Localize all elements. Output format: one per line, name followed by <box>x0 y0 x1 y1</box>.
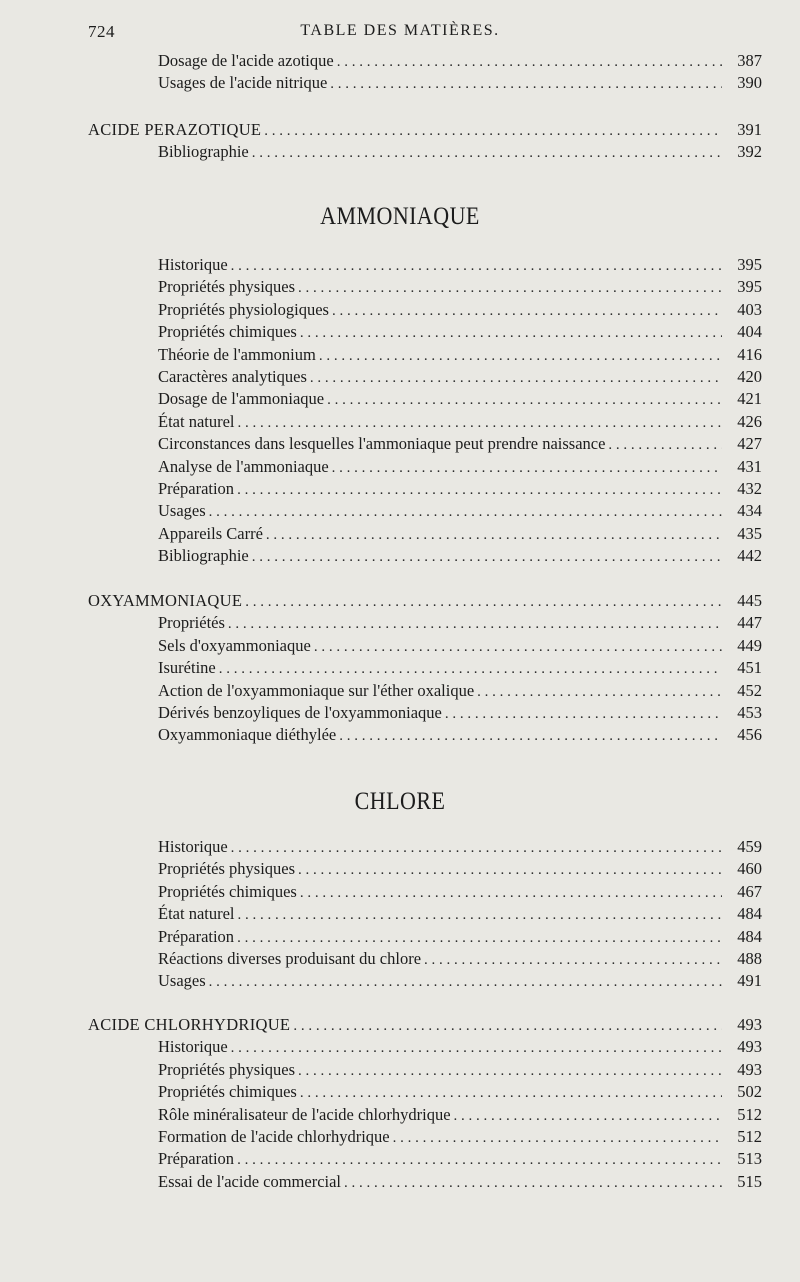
toc-entry: Préparation . . . 484 <box>0 926 800 948</box>
toc-entry: Isurétine . . . 451 <box>0 657 800 679</box>
page-header <box>0 22 800 46</box>
toc-entry: État naturel . . . 484 <box>0 903 800 925</box>
toc-entry: Usages de l'acide nitrique . . . 390 <box>0 72 800 94</box>
toc-entry: Propriétés physiologiques . . . 403 <box>0 299 800 321</box>
toc-entry: Historique . . . 395 <box>0 254 800 276</box>
toc-section-entry: ACIDE PERAZOTIQUE . . . 391 <box>0 119 800 141</box>
toc-block-chlore <box>0 836 800 993</box>
toc-entry: Dérivés benzoyliques de l'oxyammoniaque . . . 453 <box>0 702 800 724</box>
toc-entry: Préparation . . . 513 <box>0 1148 800 1170</box>
toc-entry: Propriétés chimiques . . . 404 <box>0 321 800 343</box>
toc-section-entry: ACIDE CHLORHYDRIQUE . . . 493 <box>0 1014 800 1036</box>
toc-entry: Préparation . . . 432 <box>0 478 800 500</box>
toc-entry: Action de l'oxyammoniaque sur l'éther oxalique . . . 452 <box>0 680 800 702</box>
toc-entry: Caractères analytiques . . . 420 <box>0 366 800 388</box>
toc-block-perazotique <box>0 119 800 164</box>
toc-entry: Propriétés physiques . . . 460 <box>0 858 800 880</box>
page-number: 724 <box>88 22 115 41</box>
toc-entry: Théorie de l'ammonium . . . 416 <box>0 344 800 366</box>
toc-entry: Formation de l'acide chlorhydrique . . . 512 <box>0 1126 800 1148</box>
toc-entry: Circonstances dans lesquelles l'ammoniaque peut prendre naissance . . . 427 <box>0 433 800 455</box>
toc-block-azotique <box>0 50 800 95</box>
toc-entry: Dosage de l'acide azotique . . . 387 <box>0 50 800 72</box>
toc-entry: Propriétés . . . 447 <box>0 612 800 634</box>
toc-entry: Bibliographie . . . 442 <box>0 545 800 567</box>
toc-entry: Usages . . . 491 <box>0 970 800 992</box>
section-heading-ammoniaque: AMMONIAQUE <box>320 203 480 230</box>
toc-entry: Rôle minéralisateur de l'acide chlorhydrique . . . 512 <box>0 1104 800 1126</box>
section-heading-chlore: CHLORE <box>354 788 446 815</box>
toc-block-oxyammoniaque <box>0 590 800 747</box>
toc-entry: Propriétés chimiques . . . 467 <box>0 881 800 903</box>
toc-entry: Réactions diverses produisant du chlore . . . 488 <box>0 948 800 970</box>
toc-entry: Historique . . . 459 <box>0 836 800 858</box>
running-title: TABLE DES MATIÈRES. <box>300 22 500 39</box>
toc-block-ammoniaque <box>0 254 800 567</box>
toc-entry: Propriétés chimiques . . . 502 <box>0 1081 800 1103</box>
toc-entry: Dosage de l'ammoniaque . . . 421 <box>0 388 800 410</box>
toc-entry: Usages . . . 434 <box>0 500 800 522</box>
toc-entry: Propriétés physiques . . . 395 <box>0 276 800 298</box>
toc-block-chlorhydrique <box>0 1014 800 1193</box>
toc-entry: Propriétés physiques . . . 493 <box>0 1059 800 1081</box>
toc-section-entry: OXYAMMONIAQUE . . . 445 <box>0 590 800 612</box>
toc-entry: Sels d'oxyammoniaque . . . 449 <box>0 635 800 657</box>
toc-entry: Analyse de l'ammoniaque . . . 431 <box>0 456 800 478</box>
toc-entry: État naturel . . . 426 <box>0 411 800 433</box>
toc-entry: Essai de l'acide commercial . . . 515 <box>0 1171 800 1193</box>
toc-entry: Appareils Carré . . . 435 <box>0 523 800 545</box>
toc-entry: Oxyammoniaque diéthylée . . . 456 <box>0 724 800 746</box>
toc-entry: Historique . . . 493 <box>0 1036 800 1058</box>
toc-entry: Bibliographie . . . 392 <box>0 141 800 163</box>
